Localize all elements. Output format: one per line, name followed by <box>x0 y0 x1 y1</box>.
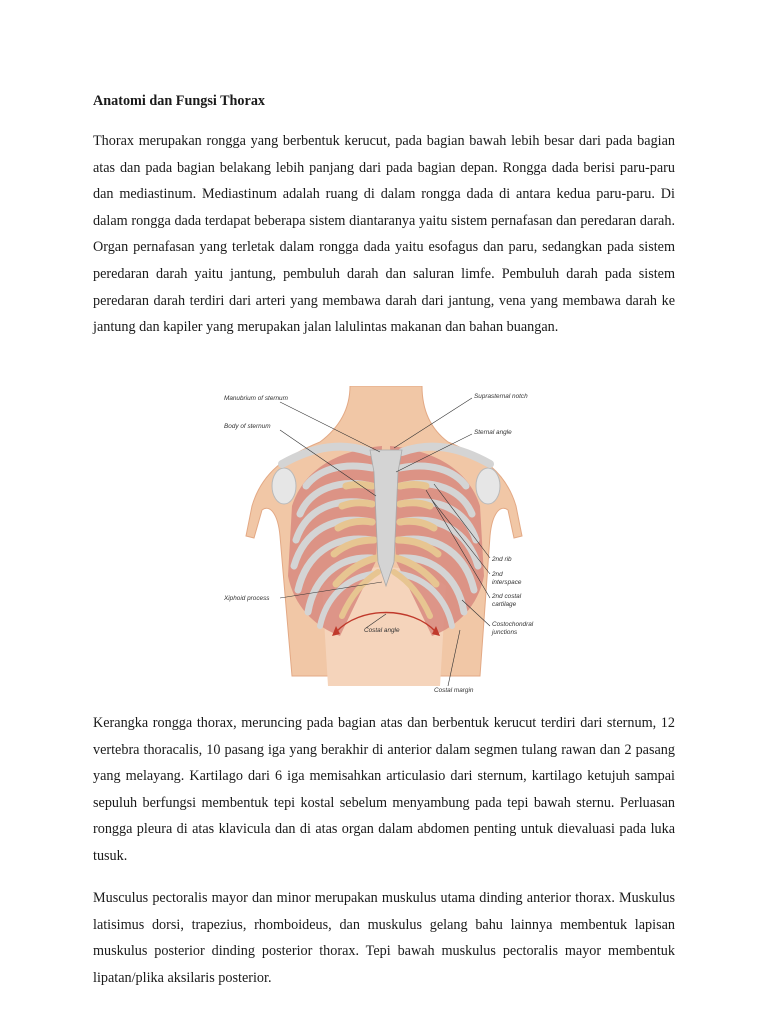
label-2nd-interspace-line2: interspace <box>492 579 522 586</box>
label-costal-cartilage-line2: cartilage <box>492 601 517 608</box>
right-shoulder-joint <box>476 468 500 504</box>
label-2nd-rib: 2nd rib <box>492 556 512 563</box>
label-costochondral-line1: Costochondral <box>492 621 534 628</box>
document-title: Anatomi dan Fungsi Thorax <box>93 93 266 109</box>
label-costal-margin: Costal margin <box>434 687 474 694</box>
label-2nd-interspace-line1: 2nd <box>492 571 503 578</box>
label-suprasternal-notch: Suprasternal notch <box>474 393 528 400</box>
label-costochondral-line2: junctions <box>492 629 518 636</box>
paragraph-3: Musculus pectoralis mayor dan minor merupakan muskulus utama dinding anterior thorax. Muskulus latisimus dorsi, trapezius, rhomboideus, dan muskulus gelang bahu lainnya membentuk lapisan muskulus posterior dinding posterior thorax. Tepi bawah muskulus pectoralis mayor membentuk lipatan/plika aksilaris posterior. <box>93 890 675 986</box>
paragraph-2: Kerangka rongga thorax, meruncing pada bagian atas dan berbentuk kerucut terdiri dari sternum, 12 vertebra thoracalis, 10 pasang iga yang berakhir di anterior dalam segmen tulang rawan dan 2 pasang yang melayang. Kartilago dari 6 iga memisahkan articulasio dari sternum, kartilago ketujuh sampai sepuluh berfungsi membentuk tepi kostal sebelum menyambung pada tepi bawah sternu. Perluasan rongga pleura di atas klavicula dan di atas organ dalam abdomen penting untuk dievaluasi pada luka tusuk. <box>93 715 675 864</box>
label-body-of-sternum: Body of sternum <box>224 423 271 430</box>
label-sternal-angle: Sternal angle <box>474 429 512 436</box>
label-costal-cartilage-line1: 2nd costal <box>492 593 522 600</box>
thorax-illustration <box>222 386 546 698</box>
label-manubrium: Manubrium of sternum <box>224 395 288 402</box>
label-xiphoid-process: Xiphoid process <box>224 595 270 602</box>
left-shoulder-joint <box>272 468 296 504</box>
thorax-anatomy-figure <box>222 386 546 698</box>
paragraph-1: Thorax merupakan rongga yang berbentuk kerucut, pada bagian bawah lebih besar dari pada bagian atas dan pada bagian belakang lebih panjang dari pada bagian depan. Rongga dada berisi paru-paru dan mediastinum. Mediastinum adalah ruang di dalam rongga dada di antara kedua paru-paru. Di dalam rongga dada terdapat beberapa sistem diantaranya yaitu sistem pernafasan dan peredaran darah. Organ pernafasan yang terletak dalam rongga dada yaitu esofagus dan paru, sedangkan pada sistem peredaran darah yaitu jantung, pembuluh darah dan saluran limfe. Pembuluh darah pada sistem peredaran darah terdiri dari arteri yang membawa darah dari jantung, vena yang membawa darah ke jantung dan kapiler yang merupakan jalan lalulintas makanan dan bahan buangan. <box>93 133 675 336</box>
label-costal-angle: Costal angle <box>364 627 400 634</box>
